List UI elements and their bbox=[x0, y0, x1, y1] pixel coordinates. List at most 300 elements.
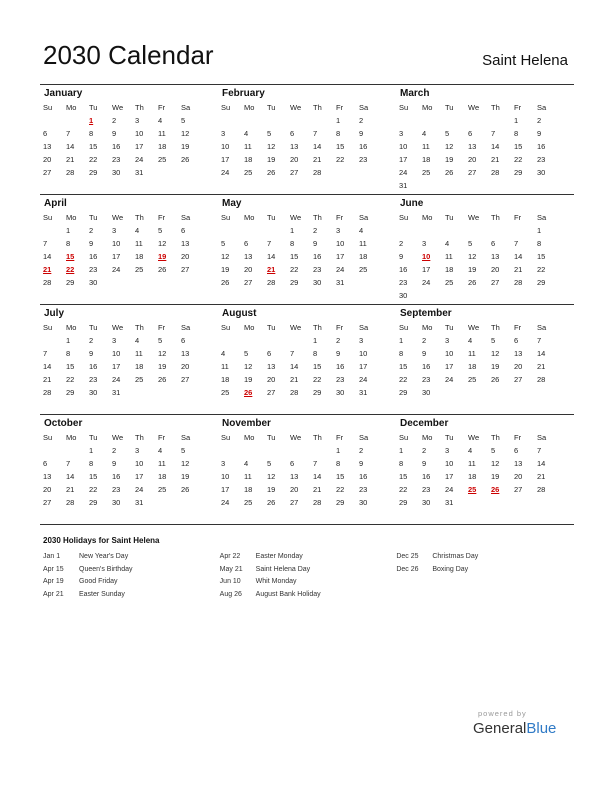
day-cell: 6 bbox=[244, 239, 249, 248]
day-cell: 2 bbox=[313, 226, 318, 235]
country-name: Saint Helena bbox=[482, 52, 568, 69]
day-grid bbox=[221, 211, 396, 289]
day-cell: 23 bbox=[359, 485, 368, 494]
day-cell: 7 bbox=[313, 129, 318, 138]
day-cell: 14 bbox=[66, 472, 75, 481]
weekday-header: Th bbox=[135, 213, 144, 222]
day-cell: 23 bbox=[422, 375, 431, 384]
empty-cell bbox=[290, 334, 313, 347]
day-cell: 28 bbox=[491, 168, 500, 177]
holiday-day-cell: 26 bbox=[491, 485, 500, 494]
day-cell: 6 bbox=[43, 459, 48, 468]
day-cell: 9 bbox=[422, 459, 427, 468]
weekday-header: Su bbox=[221, 323, 231, 332]
weekday-header: Mo bbox=[422, 103, 433, 112]
weekday-header: Su bbox=[43, 213, 53, 222]
day-cell: 27 bbox=[244, 278, 253, 287]
weekday-header: Th bbox=[491, 103, 500, 112]
day-cell: 17 bbox=[399, 155, 408, 164]
holiday-column bbox=[220, 551, 397, 601]
day-cell: 15 bbox=[336, 472, 345, 481]
weekday-header: Fr bbox=[514, 323, 522, 332]
day-cell: 6 bbox=[290, 129, 295, 138]
day-cell: 10 bbox=[445, 349, 454, 358]
day-cell: 2 bbox=[422, 446, 427, 455]
day-cell: 15 bbox=[336, 142, 345, 151]
empty-cell bbox=[399, 114, 422, 127]
weekday-header: We bbox=[112, 213, 124, 222]
day-cell: 3 bbox=[112, 226, 117, 235]
holiday-item bbox=[220, 589, 397, 602]
month-august bbox=[218, 305, 396, 414]
holiday-item bbox=[220, 576, 397, 589]
day-cell: 17 bbox=[135, 142, 144, 151]
day-cell: 7 bbox=[66, 459, 71, 468]
day-cell: 17 bbox=[336, 252, 345, 261]
month-april bbox=[40, 195, 218, 304]
weekday-header: Fr bbox=[158, 103, 166, 112]
weekday-header: We bbox=[112, 433, 124, 442]
month-name: October bbox=[44, 418, 83, 429]
day-cell: 11 bbox=[468, 349, 476, 358]
day-cell: 18 bbox=[158, 142, 167, 151]
day-cell: 5 bbox=[158, 336, 163, 345]
day-grid bbox=[221, 321, 396, 399]
day-cell: 5 bbox=[468, 239, 473, 248]
day-cell: 1 bbox=[514, 116, 519, 125]
weekday-header: Sa bbox=[181, 433, 191, 442]
day-cell: 10 bbox=[359, 349, 368, 358]
day-cell: 3 bbox=[399, 129, 404, 138]
day-cell: 22 bbox=[399, 375, 408, 384]
day-cell: 5 bbox=[244, 349, 249, 358]
day-cell: 30 bbox=[112, 168, 121, 177]
day-cell: 19 bbox=[181, 142, 190, 151]
day-cell: 30 bbox=[112, 498, 121, 507]
day-cell: 20 bbox=[244, 265, 253, 274]
empty-cell bbox=[244, 444, 267, 457]
weekday-header: Tu bbox=[89, 323, 98, 332]
day-cell: 9 bbox=[89, 349, 94, 358]
day-cell: 28 bbox=[290, 388, 299, 397]
day-cell: 2 bbox=[399, 239, 404, 248]
day-cell: 30 bbox=[399, 291, 408, 300]
day-cell: 29 bbox=[313, 388, 322, 397]
day-cell: 10 bbox=[221, 142, 230, 151]
day-cell: 11 bbox=[468, 459, 476, 468]
day-cell: 7 bbox=[514, 239, 519, 248]
day-cell: 15 bbox=[537, 252, 546, 261]
day-cell: 10 bbox=[399, 142, 408, 151]
weekday-header: We bbox=[468, 433, 480, 442]
day-cell: 2 bbox=[89, 336, 94, 345]
page-title: 2030 Calendar bbox=[43, 40, 214, 70]
day-cell: 2 bbox=[112, 446, 117, 455]
day-cell: 12 bbox=[221, 252, 230, 261]
day-cell: 16 bbox=[112, 142, 121, 151]
day-cell: 30 bbox=[422, 388, 431, 397]
month-name: January bbox=[44, 88, 83, 99]
day-cell: 17 bbox=[445, 472, 454, 481]
day-cell: 14 bbox=[43, 252, 52, 261]
holiday-name: Easter Monday bbox=[255, 553, 303, 560]
day-cell: 26 bbox=[181, 485, 190, 494]
weekday-header: Sa bbox=[537, 213, 547, 222]
holiday-date: Aug 26 bbox=[219, 590, 242, 598]
weekday-header: Sa bbox=[537, 323, 547, 332]
weekday-header: Fr bbox=[336, 213, 344, 222]
day-cell: 25 bbox=[468, 375, 477, 384]
day-cell: 13 bbox=[514, 459, 523, 468]
day-cell: 1 bbox=[313, 336, 318, 345]
day-cell: 27 bbox=[43, 168, 52, 177]
day-cell: 22 bbox=[336, 485, 345, 494]
day-cell: 2 bbox=[112, 116, 117, 125]
weekday-header: Th bbox=[313, 213, 322, 222]
day-cell: 23 bbox=[89, 265, 98, 274]
weekday-header: Tu bbox=[89, 213, 98, 222]
day-cell: 7 bbox=[267, 239, 272, 248]
day-cell: 9 bbox=[89, 239, 94, 248]
day-cell: 3 bbox=[112, 336, 117, 345]
weekday-header: Fr bbox=[158, 323, 166, 332]
weekday-header: Th bbox=[491, 433, 500, 442]
day-cell: 24 bbox=[135, 485, 144, 494]
day-cell: 23 bbox=[359, 155, 368, 164]
day-cell: 6 bbox=[290, 459, 295, 468]
day-cell: 20 bbox=[290, 485, 299, 494]
day-cell: 3 bbox=[422, 239, 427, 248]
day-cell: 12 bbox=[445, 142, 454, 151]
day-cell: 2 bbox=[422, 336, 427, 345]
holiday-name: New Year's Day bbox=[79, 553, 129, 560]
holiday-item bbox=[220, 551, 397, 564]
day-cell: 16 bbox=[112, 472, 121, 481]
holiday-date: Apr 22 bbox=[219, 553, 241, 560]
day-cell: 21 bbox=[537, 472, 546, 481]
day-cell: 18 bbox=[244, 485, 253, 494]
day-cell: 30 bbox=[313, 278, 322, 287]
day-cell: 25 bbox=[445, 278, 454, 287]
empty-cell bbox=[43, 114, 66, 127]
holiday-item bbox=[220, 564, 397, 577]
day-cell: 4 bbox=[244, 129, 249, 138]
day-cell: 29 bbox=[537, 278, 546, 287]
day-cell: 10 bbox=[135, 129, 144, 138]
holiday-day-cell: 25 bbox=[468, 485, 477, 494]
day-cell: 18 bbox=[135, 252, 144, 261]
empty-cell bbox=[221, 224, 244, 237]
day-cell: 25 bbox=[158, 485, 167, 494]
month-row bbox=[40, 305, 574, 415]
day-cell: 1 bbox=[290, 226, 295, 235]
weekday-header: Su bbox=[399, 433, 409, 442]
day-cell: 21 bbox=[43, 375, 52, 384]
day-cell: 8 bbox=[537, 239, 542, 248]
day-cell: 11 bbox=[244, 472, 252, 481]
day-cell: 23 bbox=[89, 375, 98, 384]
day-cell: 20 bbox=[181, 362, 190, 371]
day-cell: 9 bbox=[112, 129, 117, 138]
empty-cell bbox=[221, 334, 244, 347]
month-name: February bbox=[222, 88, 265, 99]
empty-cell bbox=[445, 224, 468, 237]
holiday-date: Dec 25 bbox=[396, 553, 419, 560]
weekday-header: Tu bbox=[89, 103, 98, 112]
day-cell: 26 bbox=[221, 278, 230, 287]
day-cell: 6 bbox=[181, 226, 186, 235]
day-cell: 12 bbox=[491, 459, 500, 468]
day-cell: 14 bbox=[537, 349, 546, 358]
day-cell: 10 bbox=[336, 239, 345, 248]
day-cell: 8 bbox=[66, 349, 71, 358]
month-name: August bbox=[222, 308, 257, 319]
day-cell: 7 bbox=[43, 239, 48, 248]
day-cell: 11 bbox=[221, 362, 229, 371]
day-cell: 27 bbox=[181, 375, 190, 384]
day-grid bbox=[43, 431, 218, 509]
weekday-header: Mo bbox=[422, 433, 433, 442]
weekday-header: Th bbox=[135, 433, 144, 442]
day-cell: 10 bbox=[112, 349, 121, 358]
day-cell: 28 bbox=[66, 168, 75, 177]
day-cell: 12 bbox=[267, 142, 276, 151]
day-cell: 15 bbox=[89, 142, 98, 151]
day-cell: 13 bbox=[43, 142, 52, 151]
day-cell: 20 bbox=[181, 252, 190, 261]
day-cell: 2 bbox=[359, 446, 364, 455]
day-cell: 7 bbox=[290, 349, 295, 358]
day-cell: 20 bbox=[514, 472, 523, 481]
weekday-header: Th bbox=[313, 103, 322, 112]
day-cell: 28 bbox=[267, 278, 276, 287]
month-june bbox=[396, 195, 574, 304]
day-cell: 24 bbox=[221, 168, 230, 177]
weekday-header: Th bbox=[135, 103, 144, 112]
month-row bbox=[40, 415, 574, 525]
day-cell: 14 bbox=[66, 142, 75, 151]
day-cell: 17 bbox=[359, 362, 368, 371]
empty-cell bbox=[43, 444, 66, 457]
weekday-header: We bbox=[290, 103, 302, 112]
day-cell: 27 bbox=[491, 278, 500, 287]
weekday-header: Sa bbox=[537, 103, 547, 112]
day-cell: 16 bbox=[89, 362, 98, 371]
day-cell: 3 bbox=[135, 116, 140, 125]
day-cell: 26 bbox=[158, 265, 167, 274]
day-cell: 9 bbox=[422, 349, 427, 358]
day-cell: 3 bbox=[445, 336, 450, 345]
holiday-day-cell: 21 bbox=[43, 265, 52, 274]
weekday-header: Fr bbox=[158, 433, 166, 442]
day-cell: 26 bbox=[181, 155, 190, 164]
day-cell: 16 bbox=[336, 362, 345, 371]
holiday-date: Dec 26 bbox=[396, 565, 419, 573]
weekday-header: Mo bbox=[244, 323, 255, 332]
day-cell: 3 bbox=[336, 226, 341, 235]
day-cell: 28 bbox=[43, 388, 52, 397]
day-cell: 13 bbox=[181, 349, 190, 358]
day-cell: 30 bbox=[336, 388, 345, 397]
day-cell: 18 bbox=[468, 472, 477, 481]
holiday-date: Jan 1 bbox=[43, 553, 61, 560]
weekday-header: Th bbox=[313, 433, 322, 442]
holiday-name: Christmas Day bbox=[432, 553, 479, 560]
day-cell: 5 bbox=[181, 446, 186, 455]
day-cell: 11 bbox=[135, 349, 143, 358]
day-grid bbox=[399, 211, 574, 302]
day-cell: 26 bbox=[468, 278, 477, 287]
weekday-header: Sa bbox=[537, 433, 547, 442]
day-cell: 17 bbox=[422, 265, 431, 274]
day-cell: 5 bbox=[491, 336, 496, 345]
day-cell: 18 bbox=[359, 252, 368, 261]
holiday-name: Easter Sunday bbox=[79, 590, 125, 598]
day-cell: 23 bbox=[112, 485, 121, 494]
holiday-item bbox=[43, 551, 220, 564]
day-cell: 17 bbox=[445, 362, 454, 371]
day-cell: 25 bbox=[135, 265, 144, 274]
day-cell: 5 bbox=[267, 459, 272, 468]
holiday-day-cell: 22 bbox=[66, 265, 75, 274]
day-cell: 18 bbox=[422, 155, 431, 164]
weekday-header: Tu bbox=[445, 213, 454, 222]
day-cell: 8 bbox=[290, 239, 295, 248]
day-cell: 6 bbox=[514, 446, 519, 455]
weekday-header: Th bbox=[491, 323, 500, 332]
day-cell: 4 bbox=[158, 446, 163, 455]
day-cell: 13 bbox=[244, 252, 253, 261]
day-cell: 24 bbox=[445, 375, 454, 384]
day-cell: 31 bbox=[359, 388, 368, 397]
day-cell: 8 bbox=[313, 349, 318, 358]
empty-cell bbox=[290, 444, 313, 457]
weekday-header: Tu bbox=[267, 213, 276, 222]
day-cell: 17 bbox=[221, 485, 230, 494]
brand-logo[interactable] bbox=[473, 720, 556, 737]
holiday-name: Good Friday bbox=[79, 578, 118, 585]
day-grid bbox=[43, 321, 218, 399]
day-grid bbox=[221, 431, 396, 509]
day-cell: 10 bbox=[221, 472, 230, 481]
empty-cell bbox=[422, 224, 445, 237]
day-cell: 1 bbox=[537, 226, 542, 235]
day-cell: 29 bbox=[514, 168, 523, 177]
day-cell: 2 bbox=[359, 116, 364, 125]
day-cell: 7 bbox=[491, 129, 496, 138]
day-cell: 20 bbox=[267, 375, 276, 384]
day-cell: 11 bbox=[445, 252, 453, 261]
day-cell: 4 bbox=[244, 459, 249, 468]
day-cell: 4 bbox=[135, 226, 140, 235]
weekday-header: Th bbox=[491, 213, 500, 222]
day-cell: 4 bbox=[359, 226, 364, 235]
month-name: March bbox=[400, 88, 430, 99]
day-cell: 19 bbox=[468, 265, 477, 274]
day-cell: 21 bbox=[290, 375, 299, 384]
day-cell: 3 bbox=[445, 446, 450, 455]
day-cell: 18 bbox=[221, 375, 230, 384]
day-cell: 25 bbox=[158, 155, 167, 164]
holiday-list bbox=[43, 536, 573, 601]
day-cell: 24 bbox=[135, 155, 144, 164]
day-cell: 31 bbox=[135, 168, 144, 177]
day-cell: 29 bbox=[290, 278, 299, 287]
day-cell: 28 bbox=[43, 278, 52, 287]
day-cell: 9 bbox=[359, 129, 364, 138]
weekday-header: Su bbox=[43, 433, 53, 442]
month-name: April bbox=[44, 198, 67, 209]
day-cell: 23 bbox=[422, 485, 431, 494]
weekday-header: We bbox=[290, 323, 302, 332]
holiday-date: Apr 21 bbox=[43, 590, 64, 598]
month-row bbox=[40, 85, 574, 195]
day-cell: 29 bbox=[66, 388, 75, 397]
day-cell: 1 bbox=[66, 226, 71, 235]
day-cell: 31 bbox=[112, 388, 121, 397]
holiday-name: Boxing Day bbox=[432, 565, 469, 573]
day-cell: 26 bbox=[158, 375, 167, 384]
weekday-header: Mo bbox=[66, 323, 77, 332]
weekday-header: We bbox=[290, 433, 302, 442]
weekday-header: Fr bbox=[514, 103, 522, 112]
day-cell: 31 bbox=[445, 498, 454, 507]
day-cell: 3 bbox=[135, 446, 140, 455]
weekday-header: Sa bbox=[359, 213, 369, 222]
empty-cell bbox=[66, 114, 89, 127]
day-cell: 13 bbox=[468, 142, 477, 151]
holiday-name: Queen's Birthday bbox=[79, 565, 133, 573]
day-cell: 13 bbox=[290, 472, 299, 481]
weekday-header: Fr bbox=[336, 433, 344, 442]
day-grid bbox=[221, 101, 396, 179]
holiday-date: May 21 bbox=[219, 565, 243, 573]
day-cell: 23 bbox=[399, 278, 408, 287]
day-cell: 12 bbox=[181, 129, 190, 138]
day-cell: 21 bbox=[66, 485, 75, 494]
day-cell: 15 bbox=[89, 472, 98, 481]
weekday-header: Su bbox=[221, 103, 231, 112]
day-cell: 20 bbox=[43, 485, 52, 494]
holiday-date: Apr 15 bbox=[43, 565, 64, 573]
weekday-header: Sa bbox=[181, 323, 191, 332]
day-cell: 12 bbox=[244, 362, 253, 371]
day-cell: 8 bbox=[66, 239, 71, 248]
empty-cell bbox=[468, 114, 491, 127]
day-cell: 9 bbox=[112, 459, 117, 468]
empty-cell bbox=[267, 334, 290, 347]
day-cell: 14 bbox=[313, 472, 322, 481]
day-cell: 6 bbox=[181, 336, 186, 345]
day-cell: 26 bbox=[445, 168, 454, 177]
day-cell: 4 bbox=[445, 239, 450, 248]
day-cell: 31 bbox=[336, 278, 345, 287]
day-cell: 24 bbox=[112, 375, 121, 384]
day-cell: 13 bbox=[514, 349, 523, 358]
day-cell: 25 bbox=[221, 388, 230, 397]
day-cell: 19 bbox=[267, 155, 276, 164]
day-cell: 9 bbox=[336, 349, 341, 358]
month-name: November bbox=[222, 418, 271, 429]
day-grid bbox=[399, 431, 574, 509]
weekday-header: Tu bbox=[267, 103, 276, 112]
day-grid bbox=[399, 321, 574, 399]
weekday-header: We bbox=[468, 323, 480, 332]
day-cell: 29 bbox=[336, 498, 345, 507]
day-cell: 9 bbox=[399, 252, 404, 261]
month-november bbox=[218, 415, 396, 524]
day-cell: 20 bbox=[468, 155, 477, 164]
